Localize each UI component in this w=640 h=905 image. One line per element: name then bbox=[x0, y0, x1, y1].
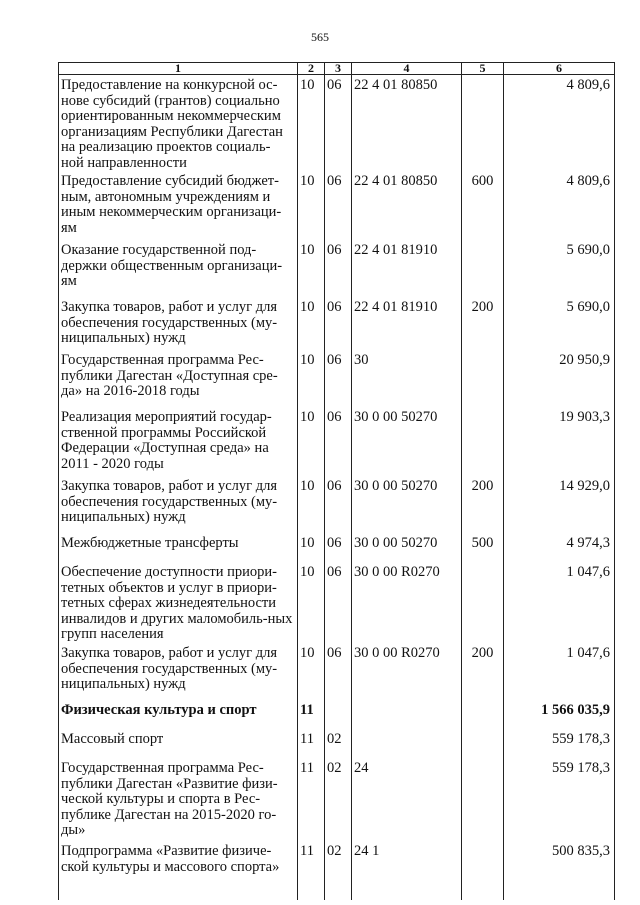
row-subsection: 06 bbox=[325, 240, 352, 297]
row-expense-type: 200 bbox=[462, 643, 504, 700]
row-name: Оказание государственной под-держки общественным организаци-ям bbox=[59, 240, 298, 297]
row-target-article: 22 4 01 81910 bbox=[352, 297, 462, 350]
row-target-article: 30 0 00 50270 bbox=[352, 407, 462, 476]
row-section: 10 bbox=[298, 643, 325, 700]
row-target-article: 30 bbox=[352, 350, 462, 407]
row-name: Закупка товаров, работ и услуг для обеспечения государственных (му-ниципальных) нужд bbox=[59, 476, 298, 533]
row-subsection: 06 bbox=[325, 350, 352, 407]
row-amount: 500 835,3 bbox=[504, 841, 615, 900]
row-amount: 5 690,0 bbox=[504, 240, 615, 297]
table-row bbox=[59, 75, 615, 172]
row-name: Закупка товаров, работ и услуг для обеспечения государственных (му-ниципальных) нужд bbox=[59, 297, 298, 350]
row-section: 10 bbox=[298, 171, 325, 240]
table-row bbox=[59, 476, 615, 533]
table-header-row bbox=[59, 63, 615, 75]
row-target-article: 30 0 00 R0270 bbox=[352, 562, 462, 643]
row-amount: 20 950,9 bbox=[504, 350, 615, 407]
row-target-article: 22 4 01 80850 bbox=[352, 75, 462, 172]
row-amount: 1 047,6 bbox=[504, 562, 615, 643]
row-target-article: 30 0 00 50270 bbox=[352, 476, 462, 533]
row-section: 10 bbox=[298, 297, 325, 350]
table-row bbox=[59, 240, 615, 297]
column-header-2: 2 bbox=[298, 63, 325, 75]
row-amount: 14 929,0 bbox=[504, 476, 615, 533]
row-section: 10 bbox=[298, 75, 325, 172]
row-name: Межбюджетные трансферты bbox=[59, 533, 298, 562]
row-target-article: 24 1 bbox=[352, 841, 462, 900]
row-subsection: 06 bbox=[325, 562, 352, 643]
row-name: Массовый спорт bbox=[59, 729, 298, 758]
column-header-3: 3 bbox=[325, 63, 352, 75]
row-expense-type bbox=[462, 758, 504, 841]
table-row bbox=[59, 297, 615, 350]
table-row bbox=[59, 700, 615, 729]
row-expense-type bbox=[462, 240, 504, 297]
row-target-article: 24 bbox=[352, 758, 462, 841]
row-expense-type bbox=[462, 407, 504, 476]
row-subsection: 06 bbox=[325, 171, 352, 240]
row-expense-type: 600 bbox=[462, 171, 504, 240]
row-name: Предоставление субсидий бюджет-ным, автономным учреждениям и иным некоммерческим организаци-ям bbox=[59, 171, 298, 240]
row-subsection: 06 bbox=[325, 297, 352, 350]
row-expense-type bbox=[462, 562, 504, 643]
row-section: 10 bbox=[298, 350, 325, 407]
row-expense-type: 500 bbox=[462, 533, 504, 562]
row-amount: 4 809,6 bbox=[504, 75, 615, 172]
row-name: Закупка товаров, работ и услуг для обеспечения государственных (му-ниципальных) нужд bbox=[59, 643, 298, 700]
row-name: Государственная программа Рес-публики Дагестан «Развитие физи-ческой культуры и спорта в Рес-публике Дагестан на 2015-2020 го-ды» bbox=[59, 758, 298, 841]
row-subsection bbox=[325, 700, 352, 729]
row-target-article: 30 0 00 50270 bbox=[352, 533, 462, 562]
table-row bbox=[59, 562, 615, 643]
row-expense-type bbox=[462, 75, 504, 172]
row-amount: 5 690,0 bbox=[504, 297, 615, 350]
table-row bbox=[59, 758, 615, 841]
row-amount: 559 178,3 bbox=[504, 758, 615, 841]
row-section: 10 bbox=[298, 562, 325, 643]
row-subsection: 06 bbox=[325, 75, 352, 172]
row-name: Государственная программа Рес-публики Дагестан «Доступная сре-да» на 2016-2018 годы bbox=[59, 350, 298, 407]
row-subsection: 06 bbox=[325, 533, 352, 562]
table-body bbox=[59, 75, 615, 901]
row-name: Подпрограмма «Развитие физиче-ской культуры и массового спорта» bbox=[59, 841, 298, 900]
row-expense-type bbox=[462, 700, 504, 729]
row-target-article bbox=[352, 729, 462, 758]
row-amount: 1 047,6 bbox=[504, 643, 615, 700]
column-header-4: 4 bbox=[352, 63, 462, 75]
row-amount: 559 178,3 bbox=[504, 729, 615, 758]
row-subsection: 02 bbox=[325, 729, 352, 758]
row-amount: 1 566 035,9 bbox=[504, 700, 615, 729]
table-row bbox=[59, 729, 615, 758]
row-subsection: 02 bbox=[325, 758, 352, 841]
table-row bbox=[59, 841, 615, 900]
row-name: Обеспечение доступности приори-тетных объектов и услуг в приори-тетных сферах жизнедеятельности инвалидов и других маломобиль-ных групп населения bbox=[59, 562, 298, 643]
table-row bbox=[59, 171, 615, 240]
table-row bbox=[59, 407, 615, 476]
row-name: Реализация мероприятий государ-ственной программы Российской Федерации «Доступная среда» на 2011 - 2020 годы bbox=[59, 407, 298, 476]
row-expense-type: 200 bbox=[462, 476, 504, 533]
column-header-1: 1 bbox=[59, 63, 298, 75]
row-section: 11 bbox=[298, 841, 325, 900]
row-expense-type bbox=[462, 841, 504, 900]
row-amount: 4 809,6 bbox=[504, 171, 615, 240]
row-target-article: 22 4 01 81910 bbox=[352, 240, 462, 297]
table-row bbox=[59, 350, 615, 407]
row-section: 10 bbox=[298, 533, 325, 562]
row-subsection: 06 bbox=[325, 476, 352, 533]
row-subsection: 06 bbox=[325, 407, 352, 476]
row-subsection: 06 bbox=[325, 643, 352, 700]
row-section: 11 bbox=[298, 758, 325, 841]
column-header-6: 6 bbox=[504, 63, 615, 75]
row-section: 10 bbox=[298, 240, 325, 297]
row-expense-type: 200 bbox=[462, 297, 504, 350]
row-expense-type bbox=[462, 729, 504, 758]
page-number: 565 bbox=[311, 30, 329, 44]
row-target-article: 30 0 00 R0270 bbox=[352, 643, 462, 700]
table-row bbox=[59, 533, 615, 562]
row-target-article bbox=[352, 700, 462, 729]
row-section: 10 bbox=[298, 476, 325, 533]
row-name: Физическая культура и спорт bbox=[59, 700, 298, 729]
row-expense-type bbox=[462, 350, 504, 407]
budget-table bbox=[58, 62, 615, 900]
row-subsection: 02 bbox=[325, 841, 352, 900]
table-row bbox=[59, 643, 615, 700]
column-header-5: 5 bbox=[462, 63, 504, 75]
row-target-article: 22 4 01 80850 bbox=[352, 171, 462, 240]
row-name: Предоставление на конкурсной ос-нове субсидий (грантов) социально ориентированным некоммерческим организациям Республики Дагестан на реализацию проектов социаль-ной направленности bbox=[59, 75, 298, 172]
row-section: 11 bbox=[298, 700, 325, 729]
row-amount: 19 903,3 bbox=[504, 407, 615, 476]
row-section: 10 bbox=[298, 407, 325, 476]
row-amount: 4 974,3 bbox=[504, 533, 615, 562]
row-section: 11 bbox=[298, 729, 325, 758]
